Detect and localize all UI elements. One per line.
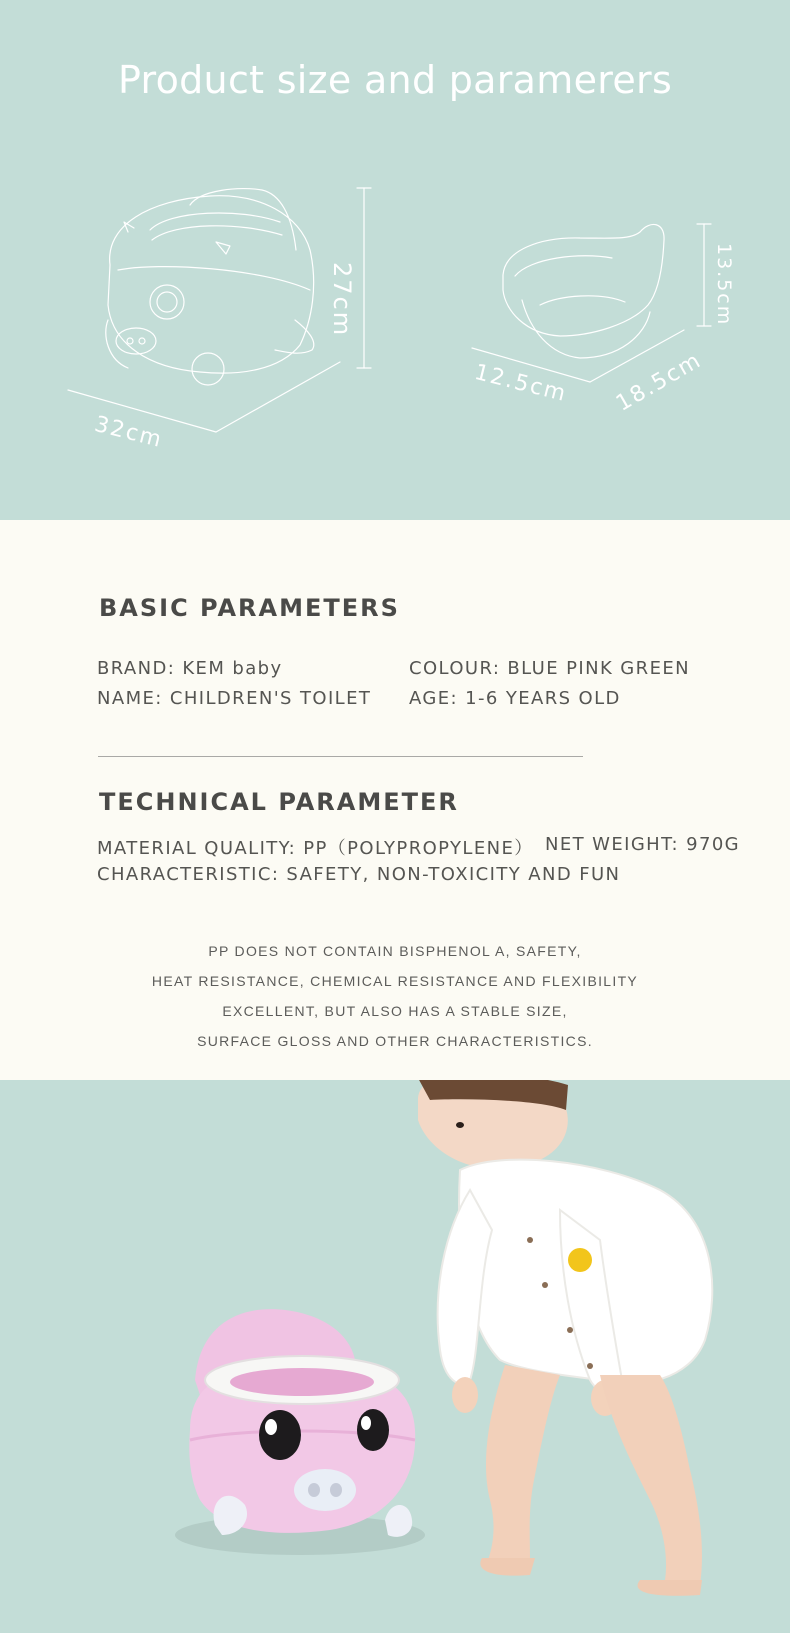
basic-parameters-heading: BASIC PARAMETERS [99, 594, 400, 622]
material-text: MATERIAL QUALITY: PP（POLYPROPYLENE） [97, 838, 534, 859]
characteristic-text: CHARACTERISTIC: SAFETY, NON-TOXICITY AND FUN [97, 864, 621, 885]
seat-depth-label: 18.5cm [612, 347, 707, 417]
seat-width-label: 12.5cm [471, 360, 570, 408]
pig-potty-image [175, 1309, 425, 1555]
section-title: Product size and paramerers [117, 58, 673, 102]
seat-height-label: 13.5cm [713, 243, 735, 327]
parameters-section [0, 520, 790, 1080]
name-text: NAME: CHILDREN'S TOILET [97, 688, 372, 709]
potty-height-label: 27cm [328, 262, 356, 338]
product-size-section [0, 0, 790, 520]
seat-line-drawing [503, 224, 664, 358]
colour-text: COLOUR: BLUE PINK GREEN [409, 658, 690, 679]
product-photo-section [0, 1080, 790, 1633]
product-photo [0, 1080, 790, 1633]
potty-line-drawing [106, 189, 314, 385]
toddler-image [418, 1080, 712, 1596]
note-line: PP DOES NOT CONTAIN BISPHENOL A, SAFETY, [208, 943, 582, 959]
section-divider [98, 756, 583, 757]
potty-dimension-lines [68, 188, 371, 432]
note-line: HEAT RESISTANCE, CHEMICAL RESISTANCE AND FLEXIBILITY [151, 973, 639, 989]
technical-parameter-heading: TECHNICAL PARAMETER [99, 788, 459, 816]
net-weight-text: NET WEIGHT: 970G [545, 834, 741, 855]
age-text: AGE: 1-6 YEARS OLD [409, 688, 621, 709]
note-line: EXCELLENT, BUT ALSO HAS A STABLE SIZE, [222, 1003, 568, 1019]
note-line: SURFACE GLOSS AND OTHER CHARACTERISTICS. [197, 1033, 593, 1049]
brand-text: BRAND: KEM baby [97, 658, 283, 679]
potty-width-label: 32cm [91, 412, 166, 454]
